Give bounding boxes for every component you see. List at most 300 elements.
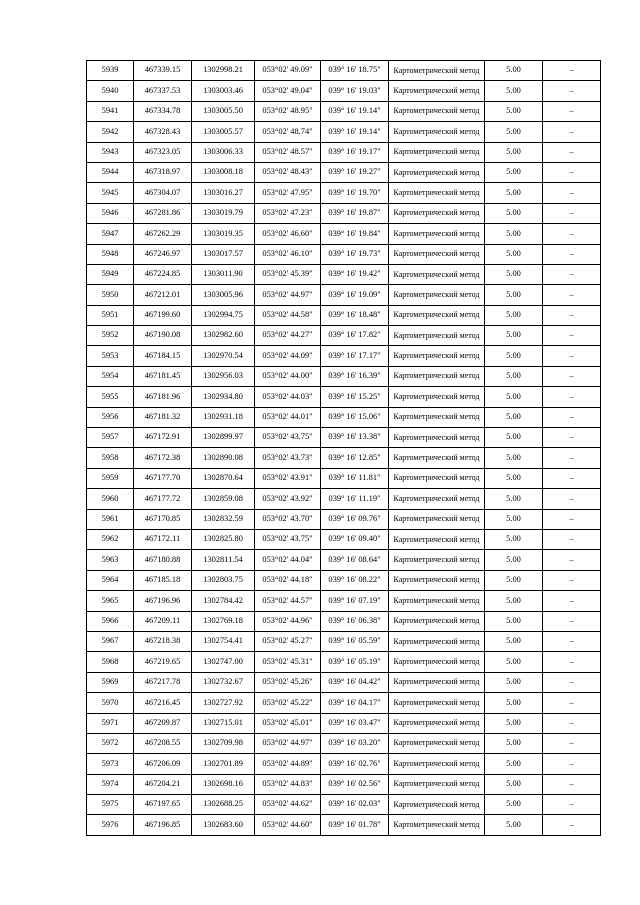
table-row xyxy=(87,326,601,346)
accuracy-cell: 5.00 xyxy=(485,713,543,733)
method-cell: Картометрический метод xyxy=(389,366,485,386)
x-coordinate-cell: 467197.65 xyxy=(134,795,192,815)
point-number-cell: 5961 xyxy=(87,509,134,529)
note-cell: – xyxy=(543,305,601,325)
latitude-cell: 053°02' 44.27" xyxy=(255,326,321,346)
accuracy-cell: 5.00 xyxy=(485,550,543,570)
method-cell: Картометрический метод xyxy=(389,754,485,774)
method-cell: Картометрический метод xyxy=(389,346,485,366)
note-cell: – xyxy=(543,428,601,448)
method-cell: Картометрический метод xyxy=(389,652,485,672)
longitude-cell: 039° 16' 16.39" xyxy=(321,366,389,386)
table-row xyxy=(87,366,601,386)
table-row xyxy=(87,264,601,284)
note-cell: – xyxy=(543,203,601,223)
latitude-cell: 053°02' 44.04" xyxy=(255,550,321,570)
note-cell: – xyxy=(543,285,601,305)
note-cell: – xyxy=(543,81,601,101)
accuracy-cell: 5.00 xyxy=(485,162,543,182)
x-coordinate-cell: 467172.91 xyxy=(134,428,192,448)
table-row xyxy=(87,652,601,672)
y-coordinate-cell: 1302825.80 xyxy=(192,529,255,549)
point-number-cell: 5952 xyxy=(87,326,134,346)
x-coordinate-cell: 467212.01 xyxy=(134,285,192,305)
latitude-cell: 053°02' 43.91" xyxy=(255,468,321,488)
method-cell: Картометрический метод xyxy=(389,142,485,162)
method-cell: Картометрический метод xyxy=(389,61,485,81)
accuracy-cell: 5.00 xyxy=(485,795,543,815)
method-cell: Картометрический метод xyxy=(389,733,485,753)
latitude-cell: 053°02' 48.43" xyxy=(255,162,321,182)
x-coordinate-cell: 467177.72 xyxy=(134,489,192,509)
accuracy-cell: 5.00 xyxy=(485,733,543,753)
x-coordinate-cell: 467204.21 xyxy=(134,774,192,794)
note-cell: – xyxy=(543,326,601,346)
table-row xyxy=(87,142,601,162)
longitude-cell: 039° 16' 04.17" xyxy=(321,693,389,713)
method-cell: Картометрический метод xyxy=(389,529,485,549)
longitude-cell: 039° 16' 09.40" xyxy=(321,529,389,549)
method-cell: Картометрический метод xyxy=(389,122,485,142)
table-row xyxy=(87,815,601,835)
longitude-cell: 039° 16' 11.81" xyxy=(321,468,389,488)
method-cell: Картометрический метод xyxy=(389,224,485,244)
note-cell: – xyxy=(543,122,601,142)
longitude-cell: 039° 16' 15.06" xyxy=(321,407,389,427)
x-coordinate-cell: 467323.05 xyxy=(134,142,192,162)
accuracy-cell: 5.00 xyxy=(485,81,543,101)
point-number-cell: 5956 xyxy=(87,407,134,427)
note-cell: – xyxy=(543,366,601,386)
method-cell: Картометрический метод xyxy=(389,672,485,692)
y-coordinate-cell: 1302970.54 xyxy=(192,346,255,366)
table-row xyxy=(87,550,601,570)
accuracy-cell: 5.00 xyxy=(485,591,543,611)
latitude-cell: 053°02' 44.18" xyxy=(255,570,321,590)
latitude-cell: 053°02' 48.95" xyxy=(255,101,321,121)
method-cell: Картометрический метод xyxy=(389,611,485,631)
method-cell: Картометрический метод xyxy=(389,815,485,835)
table-row xyxy=(87,774,601,794)
point-number-cell: 5963 xyxy=(87,550,134,570)
longitude-cell: 039° 16' 19.84" xyxy=(321,224,389,244)
y-coordinate-cell: 1302698.16 xyxy=(192,774,255,794)
latitude-cell: 053°02' 44.57" xyxy=(255,591,321,611)
table-row xyxy=(87,570,601,590)
longitude-cell: 039° 16' 04.42" xyxy=(321,672,389,692)
table-row xyxy=(87,81,601,101)
accuracy-cell: 5.00 xyxy=(485,224,543,244)
longitude-cell: 039° 16' 06.38" xyxy=(321,611,389,631)
longitude-cell: 039° 16' 08.22" xyxy=(321,570,389,590)
point-number-cell: 5957 xyxy=(87,428,134,448)
longitude-cell: 039° 16' 17.17" xyxy=(321,346,389,366)
point-number-cell: 5955 xyxy=(87,387,134,407)
point-number-cell: 5940 xyxy=(87,81,134,101)
point-number-cell: 5954 xyxy=(87,366,134,386)
latitude-cell: 053°02' 48.74" xyxy=(255,122,321,142)
y-coordinate-cell: 1302994.75 xyxy=(192,305,255,325)
x-coordinate-cell: 467184.15 xyxy=(134,346,192,366)
longitude-cell: 039° 16' 02.03" xyxy=(321,795,389,815)
x-coordinate-cell: 467281.86 xyxy=(134,203,192,223)
point-number-cell: 5973 xyxy=(87,754,134,774)
point-number-cell: 5942 xyxy=(87,122,134,142)
accuracy-cell: 5.00 xyxy=(485,570,543,590)
y-coordinate-cell: 1302688.25 xyxy=(192,795,255,815)
note-cell: – xyxy=(543,529,601,549)
x-coordinate-cell: 467181.32 xyxy=(134,407,192,427)
point-number-cell: 5962 xyxy=(87,529,134,549)
accuracy-cell: 5.00 xyxy=(485,366,543,386)
x-coordinate-cell: 467224.85 xyxy=(134,264,192,284)
table-row xyxy=(87,754,601,774)
accuracy-cell: 5.00 xyxy=(485,142,543,162)
method-cell: Картометрический метод xyxy=(389,407,485,427)
table-row xyxy=(87,224,601,244)
accuracy-cell: 5.00 xyxy=(485,122,543,142)
accuracy-cell: 5.00 xyxy=(485,468,543,488)
x-coordinate-cell: 467339.15 xyxy=(134,61,192,81)
latitude-cell: 053°02' 44.00" xyxy=(255,366,321,386)
note-cell: – xyxy=(543,774,601,794)
longitude-cell: 039° 16' 19.14" xyxy=(321,101,389,121)
longitude-cell: 039° 16' 05.59" xyxy=(321,631,389,651)
note-cell: – xyxy=(543,713,601,733)
longitude-cell: 039° 16' 19.73" xyxy=(321,244,389,264)
y-coordinate-cell: 1302982.60 xyxy=(192,326,255,346)
y-coordinate-cell: 1302803.75 xyxy=(192,570,255,590)
longitude-cell: 039° 16' 12.85" xyxy=(321,448,389,468)
accuracy-cell: 5.00 xyxy=(485,489,543,509)
longitude-cell: 039° 16' 19.27" xyxy=(321,162,389,182)
point-number-cell: 5960 xyxy=(87,489,134,509)
method-cell: Картометрический метод xyxy=(389,795,485,815)
accuracy-cell: 5.00 xyxy=(485,631,543,651)
note-cell: – xyxy=(543,509,601,529)
latitude-cell: 053°02' 43.75" xyxy=(255,529,321,549)
latitude-cell: 053°02' 44.58" xyxy=(255,305,321,325)
point-number-cell: 5943 xyxy=(87,142,134,162)
method-cell: Картометрический метод xyxy=(389,101,485,121)
longitude-cell: 039° 16' 02.56" xyxy=(321,774,389,794)
accuracy-cell: 5.00 xyxy=(485,264,543,284)
table-row xyxy=(87,693,601,713)
x-coordinate-cell: 467219.65 xyxy=(134,652,192,672)
accuracy-cell: 5.00 xyxy=(485,61,543,81)
method-cell: Картометрический метод xyxy=(389,631,485,651)
point-number-cell: 5958 xyxy=(87,448,134,468)
method-cell: Картометрический метод xyxy=(389,387,485,407)
note-cell: – xyxy=(543,101,601,121)
x-coordinate-cell: 467170.85 xyxy=(134,509,192,529)
method-cell: Картометрический метод xyxy=(389,713,485,733)
longitude-cell: 039° 16' 19.70" xyxy=(321,183,389,203)
note-cell: – xyxy=(543,244,601,264)
method-cell: Картометрический метод xyxy=(389,570,485,590)
longitude-cell: 039° 16' 02.76" xyxy=(321,754,389,774)
note-cell: – xyxy=(543,693,601,713)
accuracy-cell: 5.00 xyxy=(485,815,543,835)
point-number-cell: 5970 xyxy=(87,693,134,713)
x-coordinate-cell: 467217.78 xyxy=(134,672,192,692)
y-coordinate-cell: 1302859.08 xyxy=(192,489,255,509)
latitude-cell: 053°02' 46.60" xyxy=(255,224,321,244)
note-cell: – xyxy=(543,407,601,427)
note-cell: – xyxy=(543,550,601,570)
latitude-cell: 053°02' 44.97" xyxy=(255,285,321,305)
table-row xyxy=(87,448,601,468)
longitude-cell: 039° 16' 08.64" xyxy=(321,550,389,570)
latitude-cell: 053°02' 44.03" xyxy=(255,387,321,407)
method-cell: Картометрический метод xyxy=(389,509,485,529)
accuracy-cell: 5.00 xyxy=(485,387,543,407)
latitude-cell: 053°02' 43.70" xyxy=(255,509,321,529)
y-coordinate-cell: 1302769.18 xyxy=(192,611,255,631)
latitude-cell: 053°02' 43.73" xyxy=(255,448,321,468)
point-number-cell: 5975 xyxy=(87,795,134,815)
note-cell: – xyxy=(543,815,601,835)
longitude-cell: 039° 16' 01.78" xyxy=(321,815,389,835)
note-cell: – xyxy=(543,611,601,631)
latitude-cell: 053°02' 49.09" xyxy=(255,61,321,81)
note-cell: – xyxy=(543,264,601,284)
point-number-cell: 5972 xyxy=(87,733,134,753)
y-coordinate-cell: 1303005.50 xyxy=(192,101,255,121)
latitude-cell: 053°02' 46.10" xyxy=(255,244,321,264)
note-cell: – xyxy=(543,733,601,753)
latitude-cell: 053°02' 43.92" xyxy=(255,489,321,509)
longitude-cell: 039° 16' 13.38" xyxy=(321,428,389,448)
x-coordinate-cell: 467208.55 xyxy=(134,733,192,753)
longitude-cell: 039° 16' 19.14" xyxy=(321,122,389,142)
method-cell: Картометрический метод xyxy=(389,162,485,182)
x-coordinate-cell: 467304.07 xyxy=(134,183,192,203)
y-coordinate-cell: 1303017.57 xyxy=(192,244,255,264)
point-number-cell: 5966 xyxy=(87,611,134,631)
note-cell: – xyxy=(543,652,601,672)
point-number-cell: 5967 xyxy=(87,631,134,651)
latitude-cell: 053°02' 47.95" xyxy=(255,183,321,203)
y-coordinate-cell: 1303019.79 xyxy=(192,203,255,223)
method-cell: Картометрический метод xyxy=(389,550,485,570)
point-number-cell: 5951 xyxy=(87,305,134,325)
longitude-cell: 039° 16' 19.17" xyxy=(321,142,389,162)
accuracy-cell: 5.00 xyxy=(485,101,543,121)
note-cell: – xyxy=(543,61,601,81)
y-coordinate-cell: 1302870.64 xyxy=(192,468,255,488)
x-coordinate-cell: 467218.38 xyxy=(134,631,192,651)
y-coordinate-cell: 1303011.90 xyxy=(192,264,255,284)
note-cell: – xyxy=(543,448,601,468)
accuracy-cell: 5.00 xyxy=(485,448,543,468)
latitude-cell: 053°02' 49.04" xyxy=(255,81,321,101)
latitude-cell: 053°02' 44.96" xyxy=(255,611,321,631)
x-coordinate-cell: 467318.97 xyxy=(134,162,192,182)
table-row xyxy=(87,631,601,651)
table-row xyxy=(87,468,601,488)
longitude-cell: 039° 16' 19.87" xyxy=(321,203,389,223)
table-row xyxy=(87,611,601,631)
method-cell: Картометрический метод xyxy=(389,693,485,713)
accuracy-cell: 5.00 xyxy=(485,774,543,794)
latitude-cell: 053°02' 48.57" xyxy=(255,142,321,162)
x-coordinate-cell: 467196.96 xyxy=(134,591,192,611)
method-cell: Картометрический метод xyxy=(389,774,485,794)
accuracy-cell: 5.00 xyxy=(485,285,543,305)
accuracy-cell: 5.00 xyxy=(485,326,543,346)
method-cell: Картометрический метод xyxy=(389,305,485,325)
y-coordinate-cell: 1302747.00 xyxy=(192,652,255,672)
note-cell: – xyxy=(543,631,601,651)
method-cell: Картометрический метод xyxy=(389,428,485,448)
x-coordinate-cell: 467190.08 xyxy=(134,326,192,346)
point-number-cell: 5941 xyxy=(87,101,134,121)
point-number-cell: 5948 xyxy=(87,244,134,264)
y-coordinate-cell: 1303005.57 xyxy=(192,122,255,142)
latitude-cell: 053°02' 44.01" xyxy=(255,407,321,427)
note-cell: – xyxy=(543,162,601,182)
y-coordinate-cell: 1303008.18 xyxy=(192,162,255,182)
table-row xyxy=(87,285,601,305)
x-coordinate-cell: 467172.11 xyxy=(134,529,192,549)
table-row xyxy=(87,407,601,427)
longitude-cell: 039° 16' 19.09" xyxy=(321,285,389,305)
longitude-cell: 039° 16' 17.82" xyxy=(321,326,389,346)
x-coordinate-cell: 467177.70 xyxy=(134,468,192,488)
method-cell: Картометрический метод xyxy=(389,81,485,101)
latitude-cell: 053°02' 45.01" xyxy=(255,713,321,733)
note-cell: – xyxy=(543,142,601,162)
accuracy-cell: 5.00 xyxy=(485,346,543,366)
x-coordinate-cell: 467328.43 xyxy=(134,122,192,142)
table-row xyxy=(87,428,601,448)
note-cell: – xyxy=(543,387,601,407)
accuracy-cell: 5.00 xyxy=(485,672,543,692)
y-coordinate-cell: 1302715.01 xyxy=(192,713,255,733)
y-coordinate-cell: 1303005.96 xyxy=(192,285,255,305)
accuracy-cell: 5.00 xyxy=(485,693,543,713)
y-coordinate-cell: 1302701.89 xyxy=(192,754,255,774)
accuracy-cell: 5.00 xyxy=(485,203,543,223)
y-coordinate-cell: 1303019.35 xyxy=(192,224,255,244)
y-coordinate-cell: 1303006.33 xyxy=(192,142,255,162)
table-row xyxy=(87,529,601,549)
longitude-cell: 039° 16' 03.20" xyxy=(321,733,389,753)
latitude-cell: 053°02' 44.83" xyxy=(255,774,321,794)
note-cell: – xyxy=(543,468,601,488)
latitude-cell: 053°02' 44.60" xyxy=(255,815,321,835)
y-coordinate-cell: 1303003.46 xyxy=(192,81,255,101)
longitude-cell: 039° 16' 18.48" xyxy=(321,305,389,325)
latitude-cell: 053°02' 47.23" xyxy=(255,203,321,223)
y-coordinate-cell: 1302998.21 xyxy=(192,61,255,81)
point-number-cell: 5944 xyxy=(87,162,134,182)
x-coordinate-cell: 467180.88 xyxy=(134,550,192,570)
latitude-cell: 053°02' 44.97" xyxy=(255,733,321,753)
x-coordinate-cell: 467196.85 xyxy=(134,815,192,835)
accuracy-cell: 5.00 xyxy=(485,509,543,529)
note-cell: – xyxy=(543,795,601,815)
point-number-cell: 5953 xyxy=(87,346,134,366)
y-coordinate-cell: 1302832.59 xyxy=(192,509,255,529)
coordinates-table xyxy=(86,60,601,836)
accuracy-cell: 5.00 xyxy=(485,183,543,203)
table-row xyxy=(87,733,601,753)
note-cell: – xyxy=(543,754,601,774)
point-number-cell: 5959 xyxy=(87,468,134,488)
accuracy-cell: 5.00 xyxy=(485,652,543,672)
table-row xyxy=(87,244,601,264)
point-number-cell: 5945 xyxy=(87,183,134,203)
accuracy-cell: 5.00 xyxy=(485,244,543,264)
point-number-cell: 5969 xyxy=(87,672,134,692)
y-coordinate-cell: 1302784.42 xyxy=(192,591,255,611)
table-row xyxy=(87,489,601,509)
note-cell: – xyxy=(543,570,601,590)
point-number-cell: 5939 xyxy=(87,61,134,81)
method-cell: Картометрический метод xyxy=(389,244,485,264)
note-cell: – xyxy=(543,672,601,692)
x-coordinate-cell: 467199.60 xyxy=(134,305,192,325)
method-cell: Картометрический метод xyxy=(389,203,485,223)
accuracy-cell: 5.00 xyxy=(485,407,543,427)
x-coordinate-cell: 467206.09 xyxy=(134,754,192,774)
point-number-cell: 5965 xyxy=(87,591,134,611)
table-row xyxy=(87,61,601,81)
method-cell: Картометрический метод xyxy=(389,285,485,305)
y-coordinate-cell: 1302934.80 xyxy=(192,387,255,407)
method-cell: Картометрический метод xyxy=(389,489,485,509)
accuracy-cell: 5.00 xyxy=(485,305,543,325)
table-row xyxy=(87,203,601,223)
longitude-cell: 039° 16' 18.75" xyxy=(321,61,389,81)
y-coordinate-cell: 1302727.92 xyxy=(192,693,255,713)
y-coordinate-cell: 1302899.97 xyxy=(192,428,255,448)
y-coordinate-cell: 1302709.98 xyxy=(192,733,255,753)
point-number-cell: 5949 xyxy=(87,264,134,284)
x-coordinate-cell: 467185.18 xyxy=(134,570,192,590)
x-coordinate-cell: 467262.29 xyxy=(134,224,192,244)
latitude-cell: 053°02' 45.39" xyxy=(255,264,321,284)
table-row xyxy=(87,795,601,815)
y-coordinate-cell: 1303016.27 xyxy=(192,183,255,203)
method-cell: Картометрический метод xyxy=(389,326,485,346)
latitude-cell: 053°02' 44.62" xyxy=(255,795,321,815)
method-cell: Картометрический метод xyxy=(389,183,485,203)
longitude-cell: 039° 16' 05.19" xyxy=(321,652,389,672)
accuracy-cell: 5.00 xyxy=(485,529,543,549)
point-number-cell: 5971 xyxy=(87,713,134,733)
method-cell: Картометрический метод xyxy=(389,468,485,488)
note-cell: – xyxy=(543,183,601,203)
longitude-cell: 039° 16' 19.42" xyxy=(321,264,389,284)
method-cell: Картометрический метод xyxy=(389,591,485,611)
table-row xyxy=(87,591,601,611)
x-coordinate-cell: 467337.53 xyxy=(134,81,192,101)
accuracy-cell: 5.00 xyxy=(485,428,543,448)
longitude-cell: 039° 16' 11.19" xyxy=(321,489,389,509)
y-coordinate-cell: 1302956.03 xyxy=(192,366,255,386)
y-coordinate-cell: 1302683.60 xyxy=(192,815,255,835)
x-coordinate-cell: 467172.38 xyxy=(134,448,192,468)
point-number-cell: 5950 xyxy=(87,285,134,305)
point-number-cell: 5947 xyxy=(87,224,134,244)
y-coordinate-cell: 1302732.67 xyxy=(192,672,255,692)
accuracy-cell: 5.00 xyxy=(485,611,543,631)
longitude-cell: 039° 16' 07.19" xyxy=(321,591,389,611)
latitude-cell: 053°02' 44.09" xyxy=(255,346,321,366)
